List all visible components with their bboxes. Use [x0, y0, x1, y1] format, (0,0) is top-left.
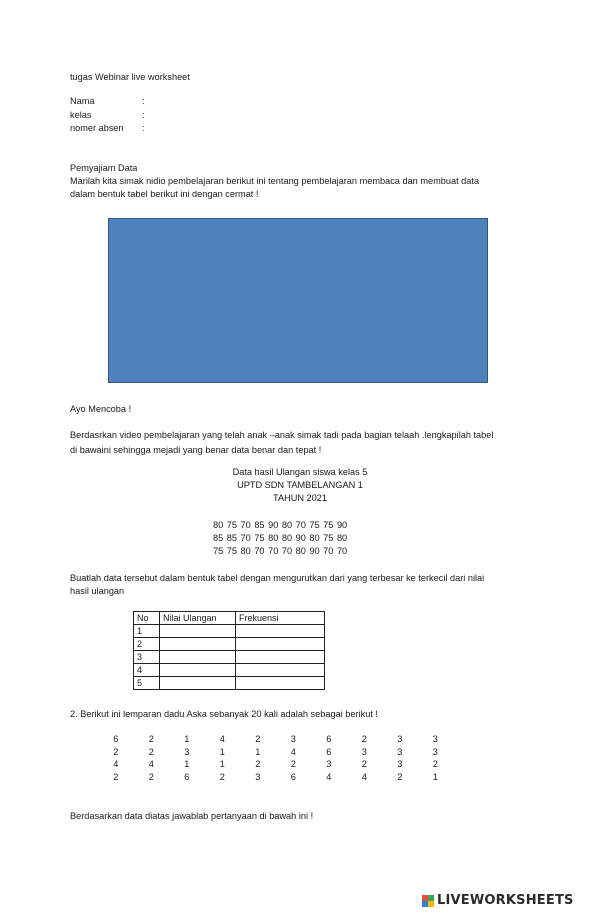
- name-label: Nama: [70, 96, 95, 106]
- row-number: 1: [134, 625, 160, 638]
- row-number: 5: [134, 677, 160, 690]
- frequency-input-cell[interactable]: [236, 651, 325, 664]
- score-data-row: 80 75 70 85 90 80 70 75 75 90: [213, 520, 348, 530]
- dice-value: 1: [219, 759, 225, 769]
- worksheet-title: tugas Webinar live worksheet: [70, 72, 190, 82]
- dice-value: 4: [326, 771, 332, 782]
- dice-row: [98, 758, 453, 771]
- dice-value: 2: [113, 771, 119, 782]
- intro-line-2: dalam bentuk tabel berikut ini dengan cermat !: [70, 189, 259, 199]
- intro-heading: Pemyajiam Data: [70, 163, 138, 173]
- dice-value: 6: [326, 734, 332, 744]
- dice-value: 6: [326, 746, 332, 757]
- liveworksheets-logo: [422, 893, 574, 908]
- dice-value: 4: [219, 734, 225, 744]
- row-number: 2: [134, 638, 160, 651]
- try-line-2: di bawaini sehingga mejadi yang benar data benar dan tepat !: [70, 445, 322, 455]
- score-input-cell[interactable]: [160, 677, 236, 690]
- frequency-table: [133, 611, 325, 690]
- score-data-row: 75 75 80 70 70 70 80 90 70 70: [213, 546, 348, 556]
- instruction-line-2: hasil ulangan: [70, 586, 125, 596]
- header-no: No: [134, 612, 160, 625]
- intro-line-1: Marilah kita simak nidio pembelajaran berikut ini tentang pembelajaran membaca dan membuat data: [70, 176, 480, 186]
- dice-value: 2: [113, 746, 119, 757]
- dice-value: 2: [219, 771, 225, 782]
- dice-value: 3: [184, 746, 190, 757]
- dice-value: 2: [290, 759, 296, 769]
- dice-value: 2: [255, 759, 261, 769]
- row-number: 3: [134, 651, 160, 664]
- dice-value: 3: [290, 734, 296, 744]
- absence-number-field-row: [70, 122, 145, 134]
- dice-value: 1: [184, 759, 190, 769]
- class-separator: :: [142, 110, 145, 120]
- class-field-row: [70, 109, 145, 121]
- dice-value: 6: [113, 734, 119, 744]
- header-score: Nilai Ulangan: [160, 612, 236, 625]
- dice-value: 3: [432, 734, 438, 744]
- score-input-cell[interactable]: [160, 625, 236, 638]
- dice-value: 1: [219, 746, 225, 757]
- dice-value: 2: [361, 759, 367, 769]
- class-label: kelas: [70, 110, 92, 120]
- video-embed[interactable]: [108, 218, 488, 383]
- dice-value: 3: [397, 746, 403, 757]
- logo-text: LIVEWORKSHEETS: [437, 893, 574, 908]
- data-title-3: TAHUN 2021: [273, 493, 327, 503]
- question-2: 2. Berikut ini lemparan dadu Aska sebanyak 20 kali adalah sebagai berikut !: [70, 709, 378, 719]
- try-line-1: Berdasrkan video pembelajaran yang telah anak –anak simak tadi pada bagian telaah .lengkapilah tabel: [70, 430, 494, 440]
- dice-value: 3: [326, 759, 332, 769]
- dice-value: 2: [148, 734, 154, 744]
- dice-results-grid: [98, 733, 453, 783]
- dice-value: 4: [361, 771, 367, 782]
- table-row: [134, 638, 325, 651]
- name-separator: :: [142, 96, 145, 106]
- dice-value: 4: [290, 746, 296, 757]
- frequency-input-cell[interactable]: [236, 677, 325, 690]
- table-row: [134, 677, 325, 690]
- score-input-cell[interactable]: [160, 664, 236, 677]
- table-row: [134, 651, 325, 664]
- dice-value: 2: [361, 734, 367, 744]
- dice-value: 1: [184, 734, 190, 744]
- dice-value: 3: [255, 771, 261, 782]
- dice-value: 3: [397, 734, 403, 744]
- absence-number-label: nomer absen: [70, 123, 124, 133]
- frequency-input-cell[interactable]: [236, 664, 325, 677]
- dice-value: 4: [148, 759, 154, 769]
- dice-value: 6: [184, 771, 190, 782]
- absence-number-separator: :: [142, 123, 145, 133]
- dice-value: 1: [255, 746, 261, 757]
- dice-value: 2: [148, 771, 154, 782]
- dice-row: [98, 746, 453, 759]
- try-heading: Ayo Mencoba !: [70, 404, 132, 414]
- score-input-cell[interactable]: [160, 638, 236, 651]
- dice-value: 2: [397, 771, 403, 782]
- dice-value: 3: [397, 759, 403, 769]
- instruction-line-1: Buatlah data tersebut dalam bentuk tabel dengan mengurutkan dari yang terbesar ke terkecil dari nilai: [70, 573, 485, 583]
- frequency-input-cell[interactable]: [236, 625, 325, 638]
- dice-row: [98, 771, 453, 784]
- data-title-2: UPTD SDN TAMBELANGAN 1: [237, 480, 363, 490]
- dice-value: 4: [113, 759, 119, 769]
- dice-value: 1: [432, 771, 438, 782]
- score-data-row: 85 85 70 75 80 80 90 80 75 80: [213, 533, 348, 543]
- closing-instruction: Berdasarkan data diatas jawablab pertanyaan di bawah ini !: [70, 811, 314, 821]
- dice-row: [98, 733, 453, 746]
- header-frequency: Frekuensi: [236, 612, 325, 625]
- score-input-cell[interactable]: [160, 651, 236, 664]
- dice-value: 2: [255, 734, 261, 744]
- frequency-table-header: [134, 612, 325, 625]
- table-row: [134, 625, 325, 638]
- frequency-input-cell[interactable]: [236, 638, 325, 651]
- row-number: 4: [134, 664, 160, 677]
- dice-value: 6: [290, 771, 296, 782]
- table-row: [134, 664, 325, 677]
- dice-value: 2: [148, 746, 154, 757]
- dice-value: 3: [432, 746, 438, 757]
- name-field-row: [70, 95, 145, 107]
- dice-value: 2: [432, 759, 438, 769]
- liveworksheets-logo-icon: [422, 895, 434, 907]
- data-title-1: Data hasil Ulangan siswa kelas 5: [232, 467, 368, 477]
- dice-value: 3: [361, 746, 367, 757]
